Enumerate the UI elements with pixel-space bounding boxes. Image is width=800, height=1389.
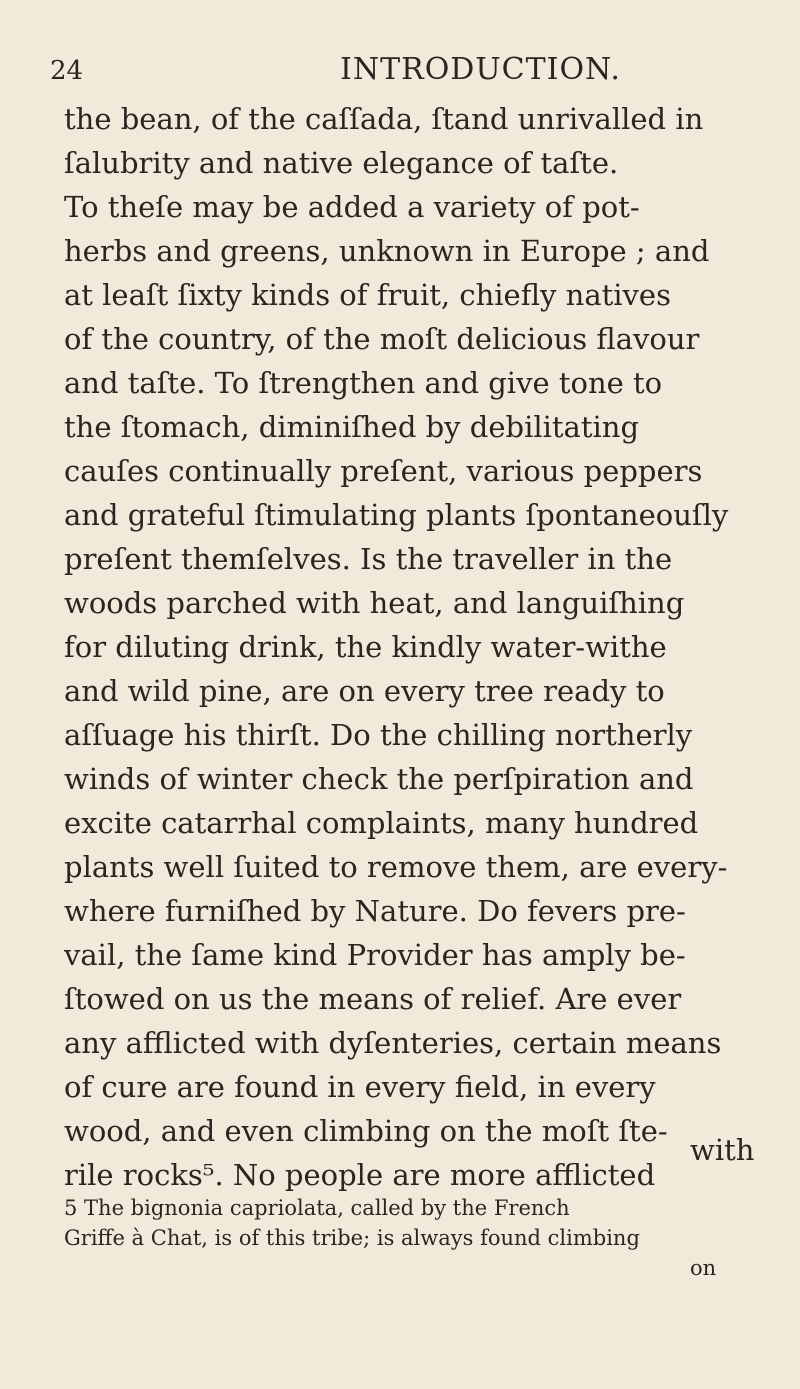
body-line: excite catarrhal complaints, many hundred (64, 806, 699, 840)
body-line: and grateful ſtimulating plants ſpontaneouſly (64, 498, 729, 532)
body-line: of cure are found in every field, in every (64, 1070, 656, 1104)
footnote-line: Griffe à Chat, is of this tribe; is always found climbing (64, 1226, 640, 1250)
body-line: and wild pine, are on every tree ready to (64, 674, 665, 708)
body-line: aſſuage his thirſt. Do the chilling northerly (64, 718, 693, 752)
catchword: with (690, 1133, 755, 1167)
footnote-line: 5 The bignonia capriolata, called by the French (64, 1196, 570, 1220)
body-line: vail, the ſame kind Provider has amply be- (64, 938, 686, 972)
body-line: the ſtomach, diminiſhed by debilitating (64, 410, 640, 444)
body-line: for diluting drink, the kindly water-withe (64, 630, 667, 664)
body-line: plants well ſuited to remove them, are every- (64, 850, 728, 884)
body-line: winds of winter check the perſpiration and (64, 762, 694, 796)
body-line: preſent themſelves. Is the traveller in the (64, 542, 673, 576)
running-head: INTRODUCTION. (340, 52, 621, 87)
body-line: the bean, of the caſſada, ſtand unrivalled in (64, 102, 704, 136)
body-line: at leaſt ſixty kinds of fruit, chiefly natives (64, 278, 671, 312)
body-text (64, 97, 764, 1197)
page-number: 24 (50, 56, 84, 86)
body-line: woods parched with heat, and languiſhing (64, 586, 685, 620)
body-line: where furniſhed by Nature. Do fevers pre- (64, 894, 686, 928)
body-line: of the country, of the moſt delicious flavour (64, 322, 700, 356)
body-line: ſalubrity and native elegance of taſte. (64, 146, 619, 180)
body-line: and taſte. To ſtrengthen and give tone to (64, 366, 663, 400)
body-line: herbs and greens, unknown in Europe ; and (64, 234, 710, 268)
body-line: rile rocks⁵. No people are more afflicted (64, 1158, 656, 1192)
body-line: ſtowed on us the means of relief. Are ever (64, 982, 682, 1016)
footnote-catchword: on (690, 1256, 717, 1280)
page-header (50, 52, 760, 92)
body-line: cauſes continually preſent, various peppers (64, 454, 703, 488)
footnote (64, 1193, 764, 1283)
body-line: To theſe may be added a variety of pot- (64, 190, 640, 224)
body-line: wood, and even climbing on the moſt ſte- (64, 1114, 668, 1148)
body-line: any afflicted with dyſenteries, certain means (64, 1026, 722, 1060)
